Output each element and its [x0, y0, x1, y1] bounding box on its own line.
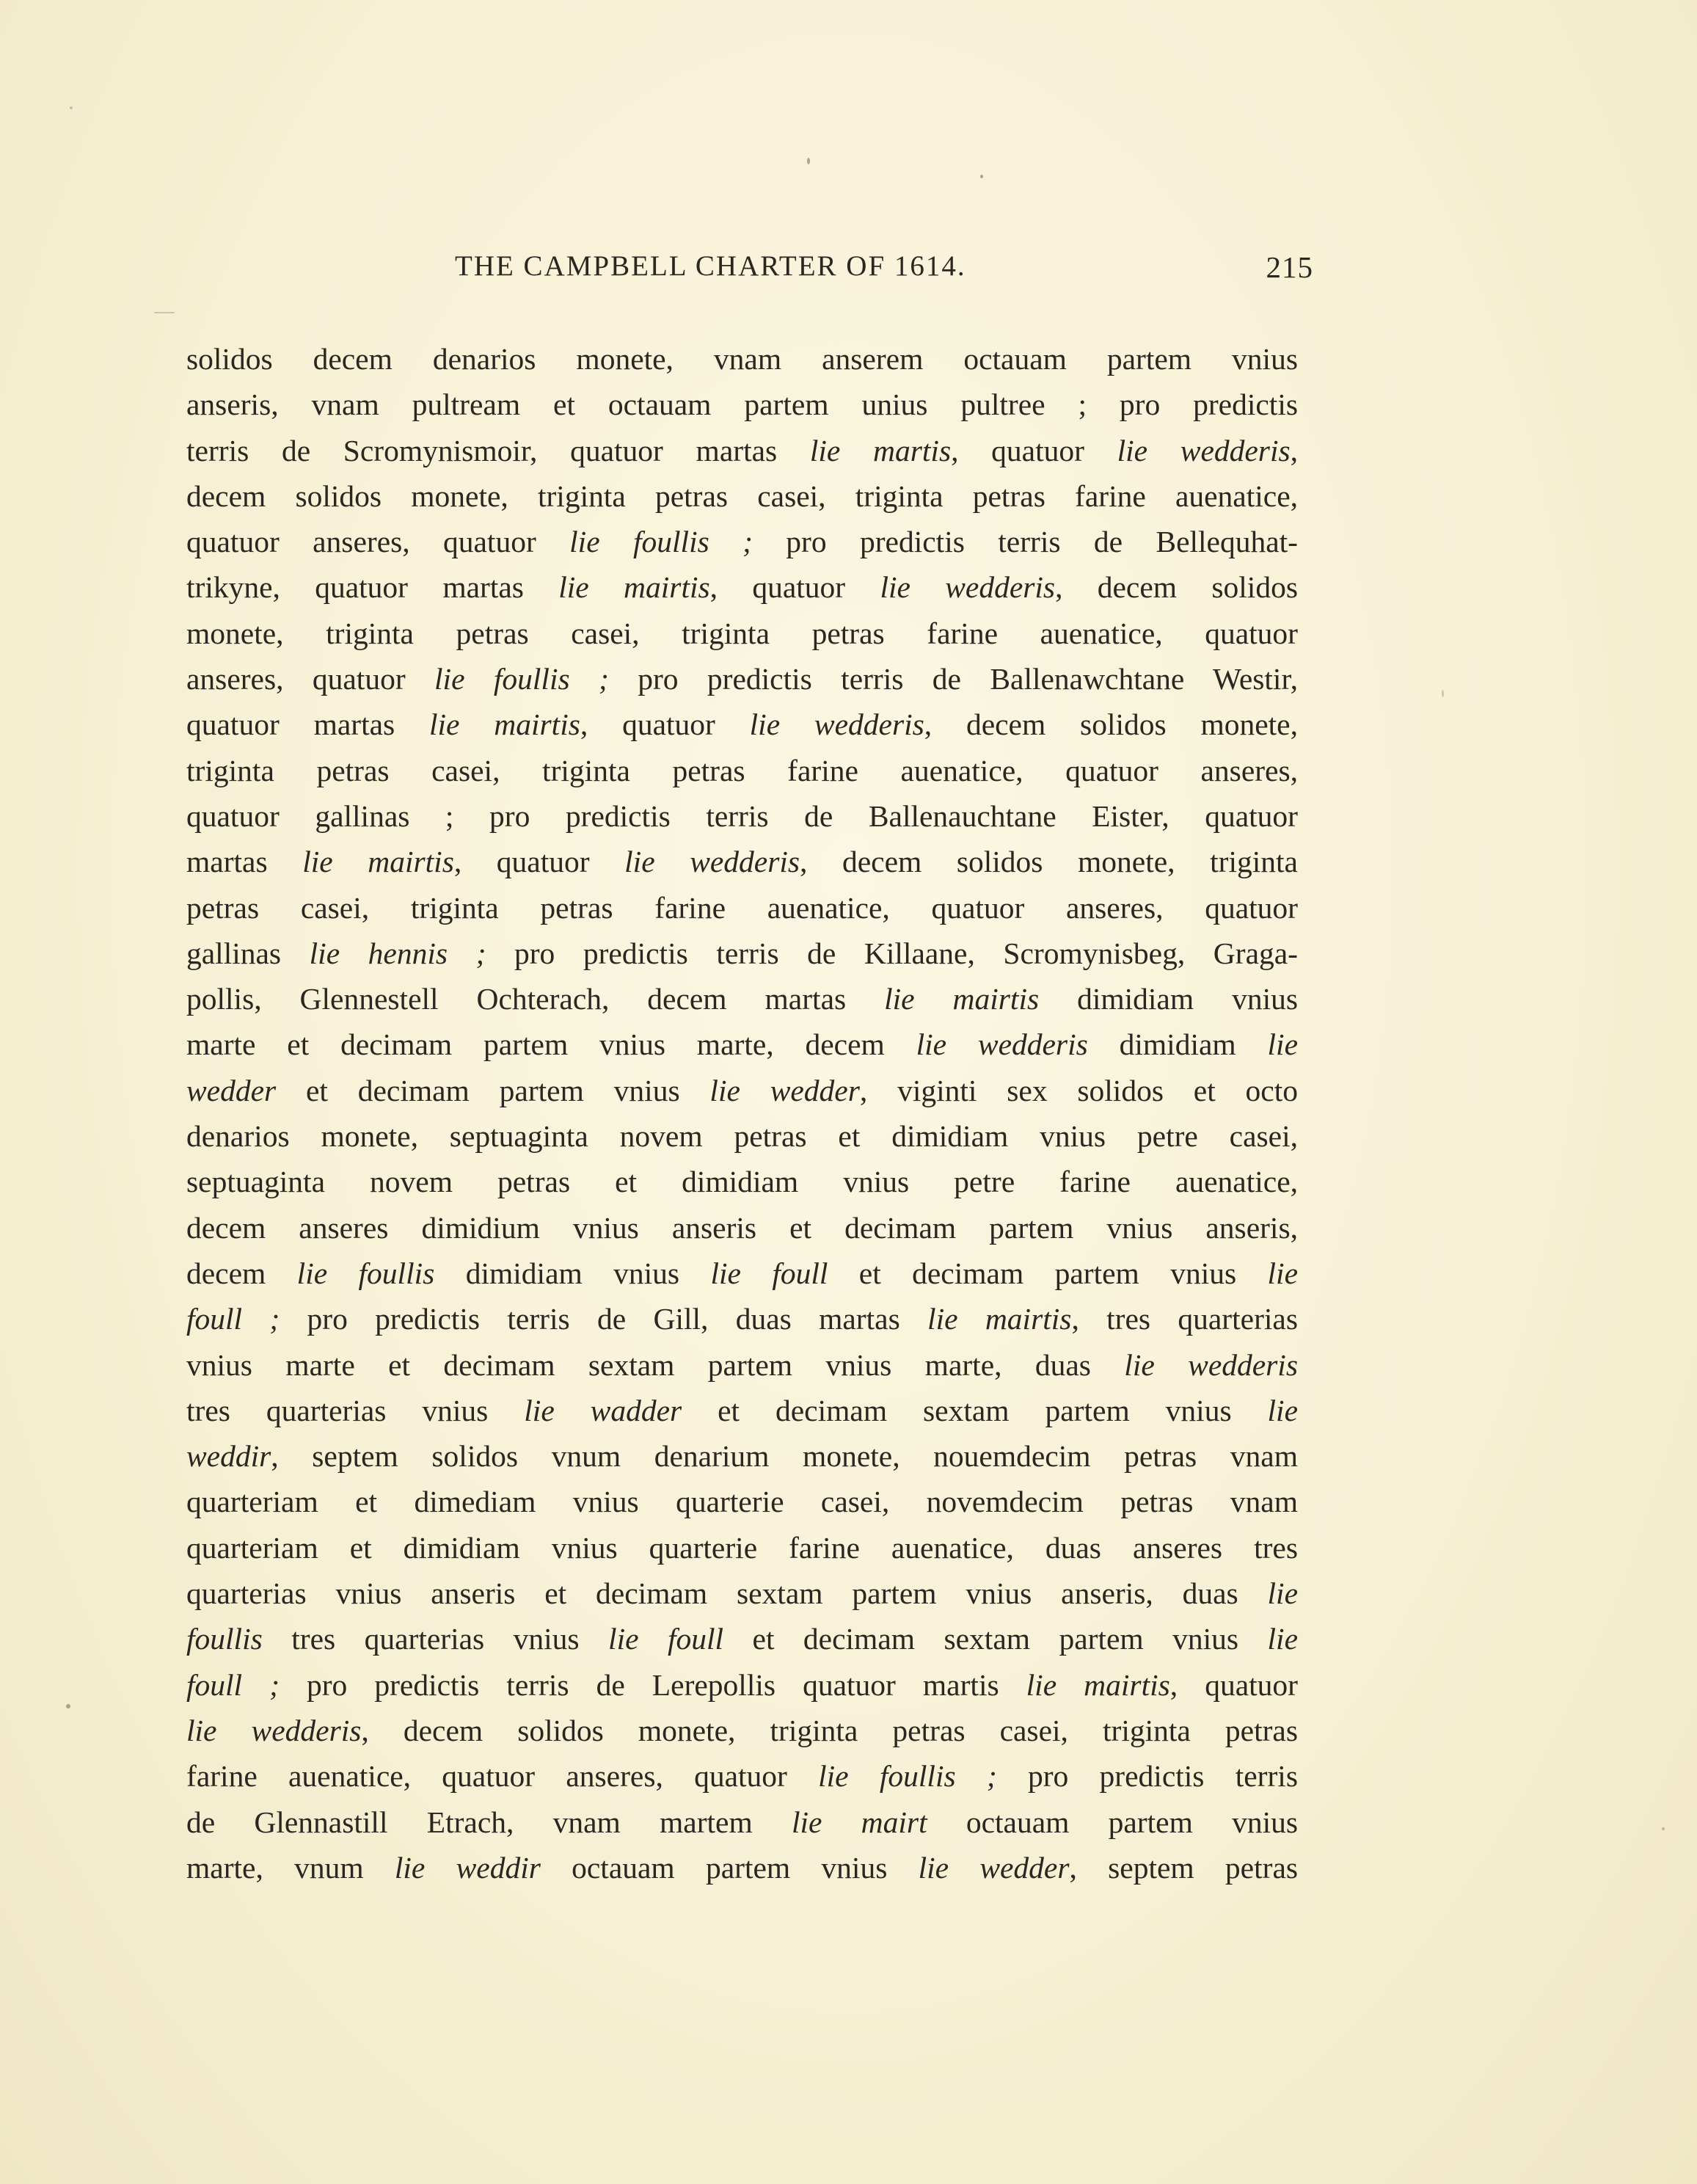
text-run: et decimam sextam partem vnius	[682, 1393, 1268, 1427]
italic-term: lie	[1267, 1027, 1298, 1062]
text-run: , septem solidos vnum denarium monete, nouemdecim petras vnam	[271, 1439, 1298, 1474]
text-run: dimidiam	[1087, 1027, 1268, 1062]
text-line	[186, 1068, 1298, 1113]
text-run: octauam partem vnius	[927, 1805, 1298, 1839]
text-run: decem	[186, 1256, 297, 1290]
italic-term: lie	[1267, 1576, 1298, 1611]
text-line	[186, 976, 1298, 1022]
text-line	[186, 1342, 1298, 1388]
text-line	[186, 1433, 1298, 1479]
text-run: martas	[186, 845, 303, 879]
text-run: , tres quarterias	[1071, 1302, 1298, 1336]
text-run: trikyne, quatuor martas	[186, 570, 559, 605]
text-run: quatuor gallinas ; pro predictis terris de Ballenauchtane Eister, quatuor	[186, 798, 1298, 833]
text-run: dimidiam vnius	[1039, 982, 1298, 1016]
paper-speck	[66, 1704, 70, 1708]
text-run: petras casei, triginta petras farine auenatice, quatuor anseres, quatuor	[186, 890, 1298, 925]
text-line	[186, 793, 1298, 839]
text-run: quatuor anseres, quatuor	[186, 525, 570, 559]
text-line	[186, 1708, 1298, 1753]
text-run: quarterias vnius anseris et decimam sextam partem vnius anseris, duas	[186, 1576, 1268, 1611]
text-run: gallinas	[186, 936, 310, 970]
text-run: , viginti sex solidos et octo	[859, 1073, 1299, 1107]
text-run: et decimam sextam partem vnius	[723, 1622, 1268, 1656]
italic-term: foull ;	[186, 1302, 280, 1336]
text-line	[186, 1296, 1298, 1342]
text-line	[186, 1205, 1298, 1251]
text-run: triginta petras casei, triginta petras farine auenatice, quatuor anseres,	[186, 753, 1298, 787]
text-line	[186, 748, 1298, 793]
text-line	[186, 1159, 1298, 1204]
italic-term: lie mairt	[791, 1805, 927, 1839]
italic-term: lie wedderis	[749, 707, 924, 742]
text-run: , decem solidos monete, triginta petras casei, triginta petras	[361, 1713, 1298, 1747]
text-run: decem solidos monete, triginta petras casei, triginta petras farine auenatice,	[186, 478, 1298, 513]
italic-term: lie foullis ;	[818, 1759, 997, 1794]
italic-term: wedder	[186, 1073, 277, 1107]
italic-term: lie mairtis	[302, 845, 454, 879]
text-run: farine auenatice, quatuor anseres, quatuor	[186, 1759, 819, 1794]
text-line	[186, 1753, 1298, 1799]
text-run: septuaginta novem petras et dimidiam vnius petre farine auenatice,	[186, 1165, 1298, 1199]
paper-speck	[1442, 690, 1444, 697]
text-line	[186, 1662, 1298, 1708]
text-run: pollis, Glennestell Ochterach, decem martas	[186, 982, 885, 1016]
italic-term: lie mairtis	[884, 982, 1040, 1016]
text-run: ,	[1290, 433, 1299, 467]
text-run: , quatuor	[951, 433, 1117, 467]
text-run: , quatuor	[580, 707, 750, 742]
text-run: terris de Scromynismoir, quatuor martas	[186, 433, 810, 467]
italic-term: lie martis	[809, 433, 952, 467]
text-run: anseris, vnam pultream et octauam partem unius pultree ; pro predictis	[186, 387, 1298, 422]
italic-term: lie wedder	[709, 1073, 860, 1107]
italic-term: lie	[1267, 1256, 1299, 1290]
text-run: , decem solidos monete,	[924, 707, 1298, 742]
italic-term: lie wedderis	[624, 845, 800, 879]
text-line	[186, 382, 1298, 427]
text-run: , quatuor	[453, 845, 625, 879]
page-number: 215	[1266, 250, 1313, 284]
running-head: THE CAMPBELL CHARTER OF 1614.	[455, 250, 966, 282]
text-run: quatuor martas	[186, 707, 429, 742]
text-run: vnius marte et decimam sextam partem vnius marte, duas	[186, 1347, 1125, 1382]
paper-speck	[154, 312, 175, 313]
text-line	[186, 839, 1298, 884]
text-run: de Glennastill Etrach, vnam martem	[186, 1805, 792, 1839]
italic-term: lie foull	[608, 1622, 724, 1656]
italic-term: lie hennis ;	[309, 936, 486, 970]
text-line	[186, 336, 1298, 382]
text-run: tres quarterias vnius	[186, 1393, 525, 1427]
text-line	[186, 1113, 1298, 1159]
italic-term: lie mairtis	[429, 707, 580, 742]
text-run: decem anseres dimidium vnius anseris et decimam partem vnius anseris,	[186, 1210, 1298, 1245]
italic-term: lie foullis ;	[434, 662, 609, 696]
paper-speck	[807, 158, 810, 164]
text-line	[186, 702, 1298, 747]
italic-term: lie	[1267, 1622, 1299, 1656]
italic-term: lie foullis ;	[569, 525, 753, 559]
text-run: pro predictis terris de Gill, duas martas	[280, 1302, 928, 1336]
italic-term: lie wedderis	[186, 1713, 362, 1747]
paper-speck	[1662, 1827, 1665, 1830]
text-line	[186, 611, 1298, 656]
text-run: denarios monete, septuaginta novem petras et dimidiam vnius petre casei,	[186, 1119, 1298, 1154]
paper-speck	[70, 106, 73, 109]
text-line	[186, 1479, 1298, 1524]
page-header	[455, 250, 1313, 294]
text-run: octauam partem vnius	[540, 1850, 919, 1885]
text-run: quarteriam et dimediam vnius quarterie casei, novemdecim petras vnam	[186, 1485, 1298, 1519]
text-run: dimidiam vnius	[434, 1256, 711, 1290]
body-text	[186, 336, 1298, 1890]
text-run: , quatuor	[709, 570, 880, 605]
text-line	[186, 1845, 1298, 1890]
text-run: pro predictis terris	[996, 1759, 1298, 1794]
text-line	[186, 885, 1298, 931]
italic-term: lie foullis	[296, 1256, 435, 1290]
text-line	[186, 473, 1298, 519]
italic-term: lie weddir	[394, 1850, 541, 1885]
text-line	[186, 1022, 1298, 1067]
text-run: solidos decem denarios monete, vnam anserem octauam partem vnius	[186, 342, 1298, 376]
text-run: pro predictis terris de Lerepollis quatuor martis	[279, 1667, 1026, 1702]
text-line	[186, 564, 1298, 610]
text-line	[186, 1616, 1298, 1661]
text-run: anseres, quatuor	[186, 662, 435, 696]
text-run: , decem solidos monete, triginta	[800, 845, 1298, 879]
text-run: pro predictis terris de Bellequhat-	[752, 525, 1298, 559]
text-run: marte, vnum	[186, 1850, 395, 1885]
text-run: pro predictis terris de Ballenawchtane Westir,	[608, 662, 1298, 696]
italic-term: lie mairtis	[558, 570, 710, 605]
italic-term: lie mairtis	[927, 1302, 1072, 1336]
text-run: quarteriam et dimidiam vnius quarterie farine auenatice, duas anseres tres	[186, 1530, 1298, 1565]
text-line	[186, 1525, 1298, 1570]
text-line	[186, 656, 1298, 702]
italic-term: lie wedderis	[916, 1027, 1088, 1062]
text-run: , quatuor	[1169, 1667, 1298, 1702]
text-line	[186, 931, 1298, 976]
text-run: pro predictis terris de Killaane, Scromynisbeg, Graga-	[486, 936, 1298, 970]
text-run: , septem petras	[1069, 1850, 1299, 1885]
text-run: , decem solidos	[1055, 570, 1298, 605]
italic-term: lie	[1267, 1393, 1299, 1427]
italic-term: lie foull	[710, 1256, 828, 1290]
italic-term: lie wedderis	[1117, 433, 1291, 467]
text-line	[186, 519, 1298, 564]
italic-term: foullis	[186, 1622, 263, 1656]
text-line	[186, 1388, 1298, 1433]
italic-term: lie wedder	[918, 1850, 1070, 1885]
text-run: et decimam partem vnius	[276, 1073, 710, 1107]
text-run: marte et decimam partem vnius marte, decem	[186, 1027, 916, 1062]
text-run: tres quarterias vnius	[262, 1622, 609, 1656]
text-line	[186, 1570, 1298, 1616]
italic-term: lie wedderis	[880, 570, 1056, 605]
italic-term: lie wadder	[524, 1393, 682, 1427]
italic-term: lie wedderis	[1124, 1347, 1298, 1382]
italic-term: weddir	[186, 1439, 271, 1474]
text-run: monete, triginta petras casei, triginta petras farine auenatice, quatuor	[186, 616, 1298, 650]
text-line	[186, 428, 1298, 473]
italic-term: foull ;	[186, 1667, 280, 1702]
italic-term: lie mairtis	[1026, 1667, 1170, 1702]
text-line	[186, 1799, 1298, 1845]
text-run: et decimam partem vnius	[828, 1256, 1268, 1290]
text-line	[186, 1251, 1298, 1296]
paper-speck	[980, 175, 983, 178]
